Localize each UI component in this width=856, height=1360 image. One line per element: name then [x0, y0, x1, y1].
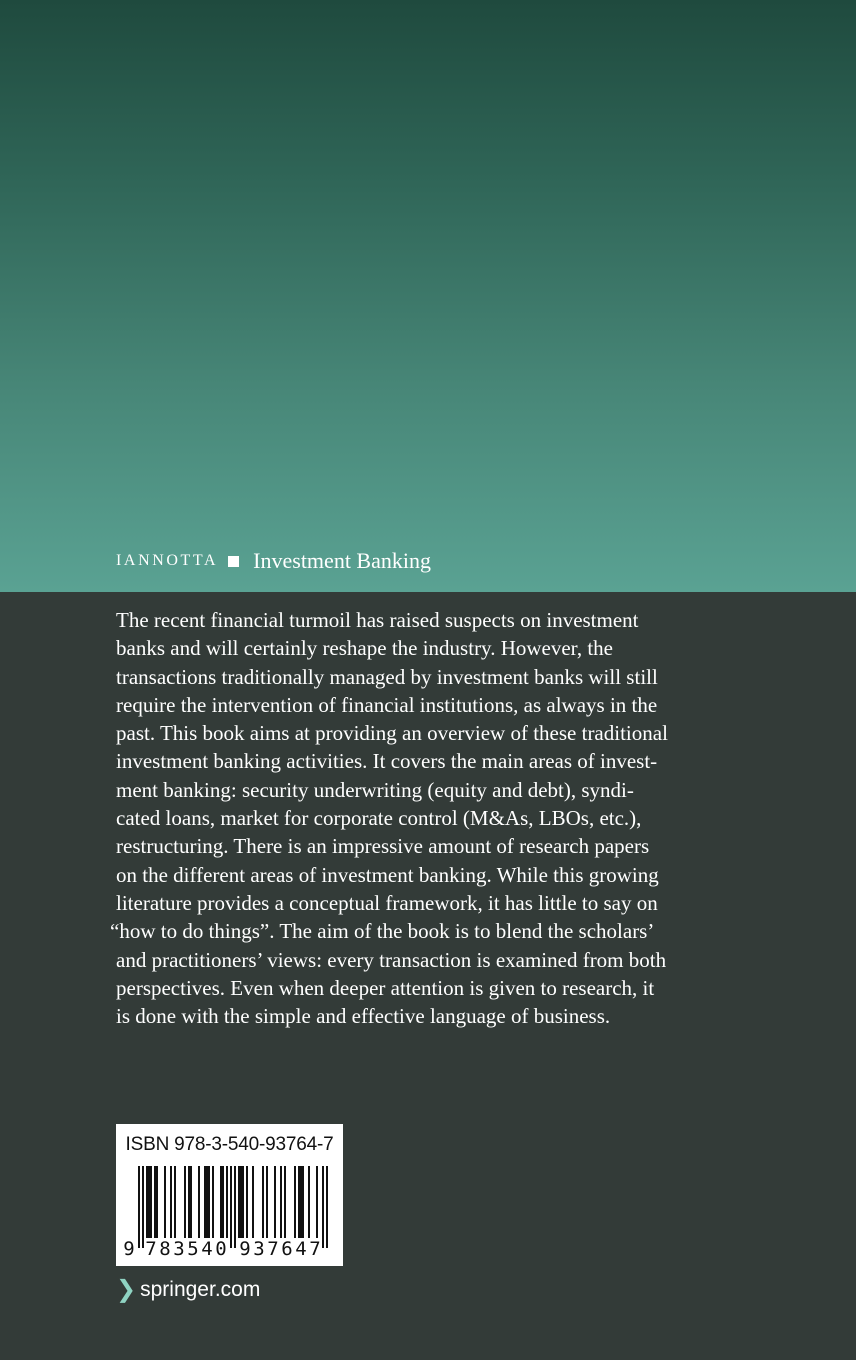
- barcode-bar: [146, 1166, 148, 1238]
- barcode-digit: 9: [239, 1238, 251, 1260]
- barcode-bar: [174, 1166, 176, 1238]
- barcode-digit: 9: [123, 1238, 135, 1260]
- description-line: and practitioners’ views: every transaction is examined from both: [116, 947, 667, 972]
- description-line: past. This book aims at providing an overview of these traditional: [116, 721, 668, 746]
- isbn-label: ISBN 978-3-540-93764-7: [125, 1134, 334, 1155]
- description-line: ment banking: security underwriting (equity and debt), syndi-: [116, 777, 634, 802]
- author-title-line: [116, 546, 431, 576]
- description-line: banks and will certainly reshape the industry. However, the: [116, 636, 613, 661]
- barcode-bar: [284, 1166, 286, 1238]
- barcode-digit: 5: [187, 1238, 199, 1260]
- description-line: cated loans, market for corporate control (M&As, LBOs, etc.),: [116, 806, 642, 831]
- description-line: The recent financial turmoil has raised suspects on investment: [116, 608, 639, 632]
- barcode-digit: 7: [267, 1238, 279, 1260]
- barcode-bar: [212, 1166, 214, 1238]
- barcode-bar: [308, 1166, 310, 1238]
- barcode-digit: 4: [201, 1238, 213, 1260]
- description-line: restructuring. There is an impressive amount of research papers: [116, 834, 650, 859]
- book-description: [110, 606, 706, 1030]
- barcode-bar: [326, 1166, 328, 1248]
- barcode-digit: 7: [145, 1238, 157, 1260]
- barcode-bar: [238, 1166, 240, 1238]
- barcode-bar: [302, 1166, 304, 1238]
- description-line: perspectives. Even when deeper attention is given to research, it: [116, 975, 655, 1000]
- barcode-bar: [222, 1166, 224, 1238]
- barcode-bar: [138, 1166, 140, 1248]
- barcode-digit: 0: [215, 1238, 227, 1260]
- barcode-bar: [300, 1166, 302, 1238]
- barcode-bar: [298, 1166, 300, 1238]
- barcode-bar: [170, 1166, 172, 1238]
- barcode-bar: [234, 1166, 236, 1248]
- barcode-digit: 3: [253, 1238, 265, 1260]
- barcode-bar: [208, 1166, 210, 1238]
- isbn-barcode-box: [116, 1124, 343, 1266]
- gradient-header-band: [0, 0, 856, 592]
- author-name: IANNOTTA: [116, 552, 219, 569]
- description-line: on the different areas of investment banking. While this growing: [116, 862, 659, 887]
- springer-website-link[interactable]: [116, 1276, 260, 1304]
- barcode-bar: [164, 1166, 166, 1238]
- barcode-bar: [280, 1166, 282, 1238]
- description-line: require the intervention of financial institutions, as always in the: [116, 692, 658, 717]
- barcode-bar: [262, 1166, 264, 1238]
- description-line: is done with the simple and effective language of business.: [116, 1004, 611, 1029]
- barcode-bar: [294, 1166, 296, 1238]
- barcode-digit: 7: [309, 1238, 321, 1260]
- barcode-bar: [148, 1166, 150, 1238]
- barcode-bar: [274, 1166, 276, 1238]
- barcode-bar: [240, 1166, 242, 1238]
- website-label: springer.com: [140, 1278, 261, 1301]
- barcode-bar: [204, 1166, 206, 1238]
- barcode-bar: [154, 1166, 156, 1238]
- barcode-bar: [226, 1166, 228, 1238]
- barcode-bar: [252, 1166, 254, 1238]
- chevron-right-icon: ❯: [116, 1276, 137, 1303]
- barcode-bar: [322, 1166, 324, 1248]
- barcode-bar: [220, 1166, 222, 1238]
- barcode-bar: [190, 1166, 192, 1238]
- barcode-bar: [198, 1166, 200, 1238]
- barcode-bar: [188, 1166, 190, 1238]
- barcode-bar: [230, 1166, 232, 1248]
- barcode-bar: [246, 1166, 248, 1238]
- description-line: “how to do things”. The aim of the book is to blend the scholars’: [110, 919, 655, 944]
- barcode-digit: 6: [281, 1238, 293, 1260]
- barcode-graphic: [116, 1124, 343, 1266]
- barcode-bar: [206, 1166, 208, 1238]
- barcode-bar: [150, 1166, 152, 1238]
- barcode-digit: 4: [295, 1238, 307, 1260]
- barcode-digit: 3: [173, 1238, 185, 1260]
- description-line: transactions traditionally managed by investment banks will still: [116, 664, 658, 689]
- barcode-bar: [266, 1166, 268, 1238]
- square-separator-icon: [228, 556, 239, 567]
- description-line: literature provides a conceptual framework, it has little to say on: [116, 890, 658, 915]
- book-title: Investment Banking: [253, 548, 431, 573]
- description-line: investment banking activities. It covers the main areas of invest-: [116, 749, 658, 774]
- barcode-bar: [142, 1166, 144, 1248]
- barcode-bar: [316, 1166, 318, 1238]
- barcode-bar: [184, 1166, 186, 1238]
- barcode-bar: [156, 1166, 158, 1238]
- barcode-bar: [242, 1166, 244, 1238]
- barcode-digit: 8: [159, 1238, 171, 1260]
